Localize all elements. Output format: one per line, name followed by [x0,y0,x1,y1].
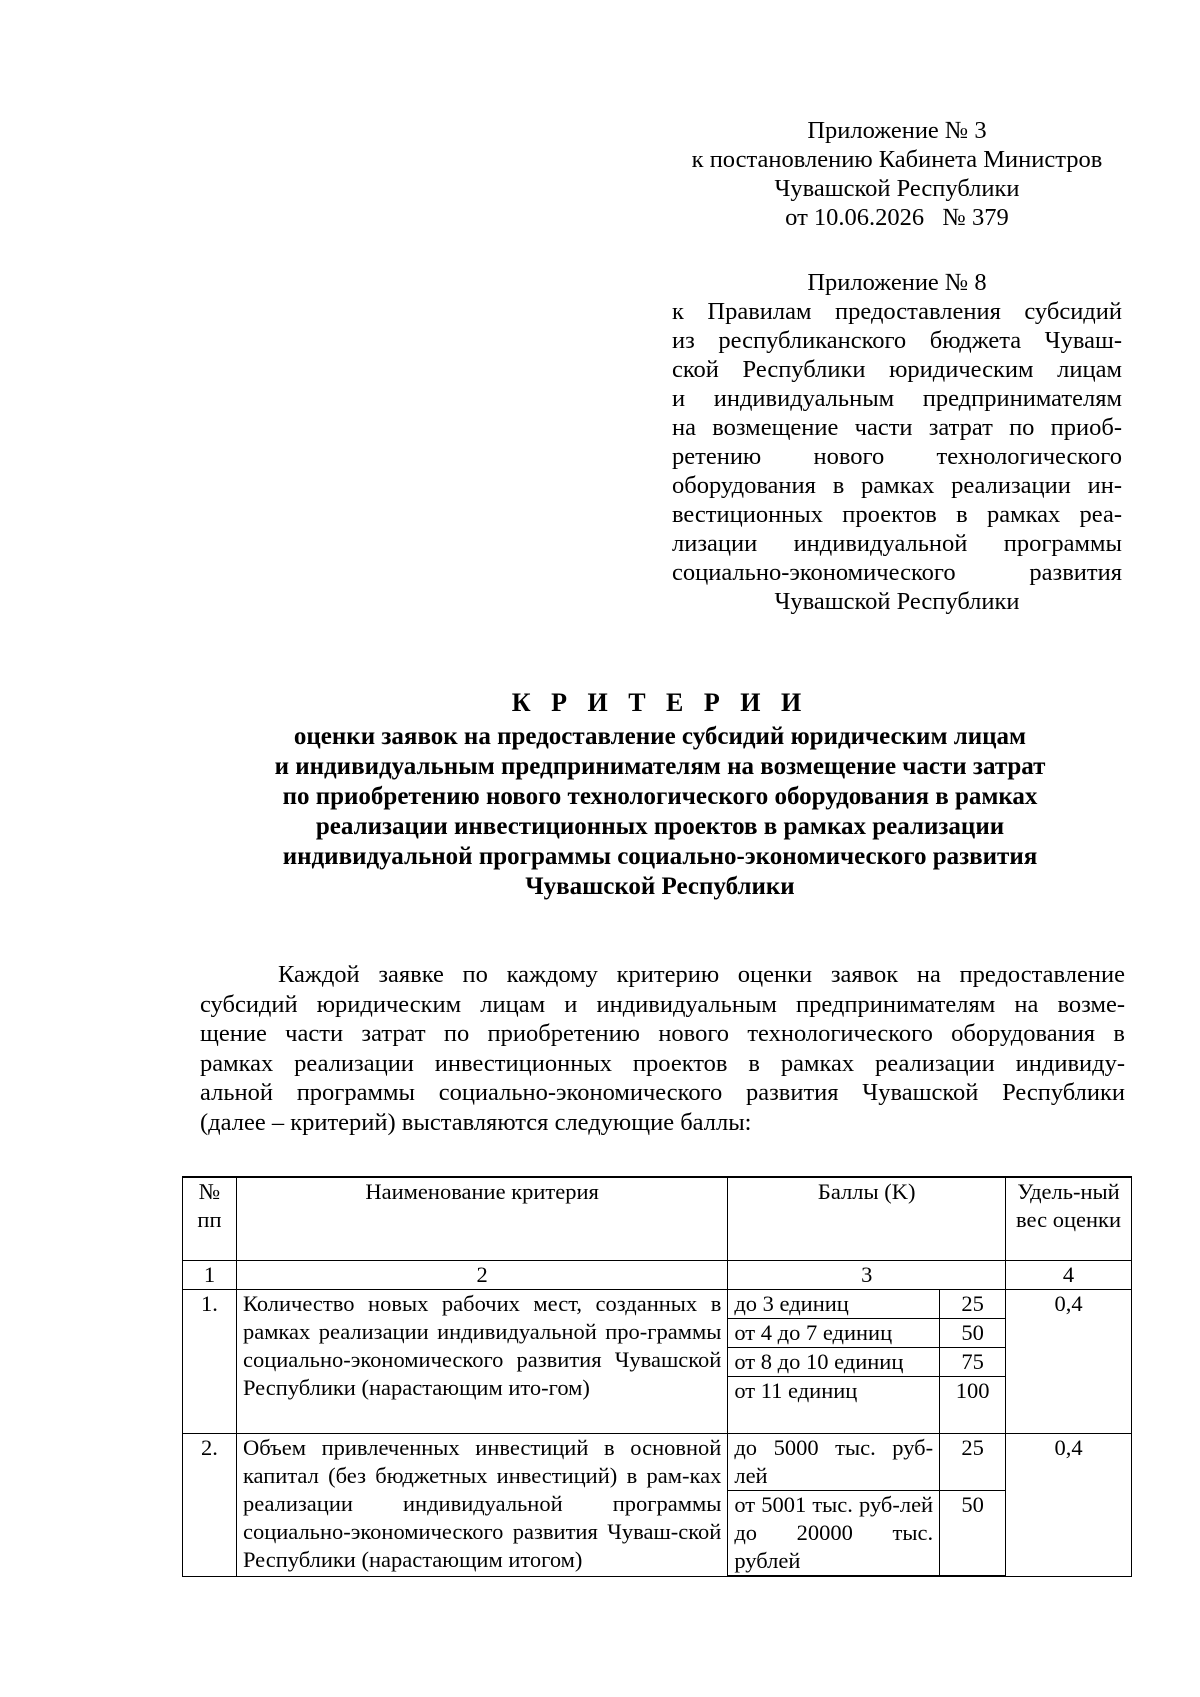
title-main: К Р И Т Е Р И И [511,688,809,717]
appendix-8-line: ретению нового технологического [672,443,1122,470]
option-points: 25 [940,1290,1006,1319]
appendix-3-line: от 10.06.2026 № 379 [785,204,1009,231]
option-label: до 5000 тыс. руб-лей [728,1434,940,1491]
appendix-8-line: и индивидуальным предпринимателям [672,385,1122,412]
appendix-3-line: к постановлению Кабинета Министров [691,146,1103,173]
table-header-row [183,1177,1132,1261]
table-row [183,1290,1132,1319]
intro-line: рамках реализации инвестиционных проектов в рамках реализации индивиду- [200,1049,1125,1077]
option-label: от 8 до 10 единиц [728,1348,940,1377]
intro-line: субсидий юридическим лицам и индивидуальным предпринимателям на возме- [200,990,1125,1018]
col-number: 3 [728,1261,1006,1290]
option-points: 75 [940,1348,1006,1377]
row-weight: 0,4 [1006,1434,1132,1577]
appendix-8-line: к Правилам предоставления субсидий [672,298,1122,325]
option-points: 100 [940,1377,1006,1434]
title-line: реализации инвестиционных проектов в рамках реализации [315,813,1005,840]
table-col-numbers-row [183,1261,1132,1290]
header-score: Баллы (K) [728,1177,1006,1261]
appendix-8-line: на возмещение части затрат по приоб- [672,414,1122,441]
appendix-8-line: социально-экономического развития [672,559,1122,586]
row-num: 2. [183,1434,237,1577]
title-line: оценки заявок на предоставление субсидий юридическим лицам [293,723,1027,750]
option-points: 50 [940,1319,1006,1348]
option-label: от 4 до 7 единиц [728,1319,940,1348]
intro-line: альной программы социально-экономического развития Чувашской Республики [200,1079,1125,1106]
option-points: 50 [940,1491,1006,1577]
appendix-3-line: Приложение № 3 [807,117,987,144]
header-name: Наименование критерия [236,1177,727,1261]
title-line: Чувашской Республики [525,873,795,900]
intro-line: (далее – критерий) выставляются следующие баллы: [200,1108,752,1136]
header-num: № пп [183,1177,237,1261]
col-number: 1 [183,1261,237,1290]
document-title [190,688,1130,902]
appendix-3-line: Чувашской Республики [774,175,1020,202]
option-label: до 3 единиц [728,1290,940,1319]
header-weight: Удель-ный вес оценки [1006,1177,1132,1261]
intro-line: щение части затрат по приобретению нового технологического оборудования в [200,1020,1125,1047]
criteria-table [182,1176,1132,1577]
intro-paragraph [200,960,1125,1137]
title-line: индивидуальной программы социально-экономического развития [282,843,1038,870]
intro-line: Каждой заявке по каждому критерию оценки заявок на предоставление [278,961,1125,988]
option-points: 25 [940,1434,1006,1491]
option-label: от 11 единиц [728,1377,940,1434]
appendix-3-block [672,116,1122,232]
appendix-8-line: вестиционных проектов в рамках реа- [672,501,1122,528]
appendix-8-heading: Приложение № 8 [807,269,987,296]
appendix-8-line: ской Республики юридическим лицам [672,356,1122,383]
appendix-8-last-line: Чувашской Республики [774,588,1020,615]
row-criterion-name: Количество новых рабочих мест, созданных в рамках реализации индивидуальной про-граммы социально-экономического развития Чувашской Республики (нарастающим ито-гом) [236,1290,727,1434]
option-label: от 5001 тыс. руб-лей до 20000 тыс. рублей [728,1491,940,1577]
title-line: по приобретению нового технологического оборудования в рамках [282,783,1038,810]
table-row [183,1434,1132,1491]
col-number: 2 [236,1261,727,1290]
col-number: 4 [1006,1261,1132,1290]
appendix-8-line: оборудования в рамках реализации ин- [672,472,1122,499]
appendix-8-block [672,268,1122,616]
appendix-8-line: лизации индивидуальной программы [672,530,1122,557]
row-weight: 0,4 [1006,1290,1132,1434]
row-num: 1. [183,1290,237,1434]
appendix-8-line: из республиканского бюджета Чуваш- [672,327,1122,354]
title-line: и индивидуальным предпринимателям на возмещение части затрат [274,753,1046,780]
row-criterion-name: Объем привлеченных инвестиций в основной капитал (без бюджетных инвестиций) в рам-ках реализации индивидуальной программы социально-экономического развития Чуваш-ской Республики (нарастающим итогом) [236,1434,727,1577]
